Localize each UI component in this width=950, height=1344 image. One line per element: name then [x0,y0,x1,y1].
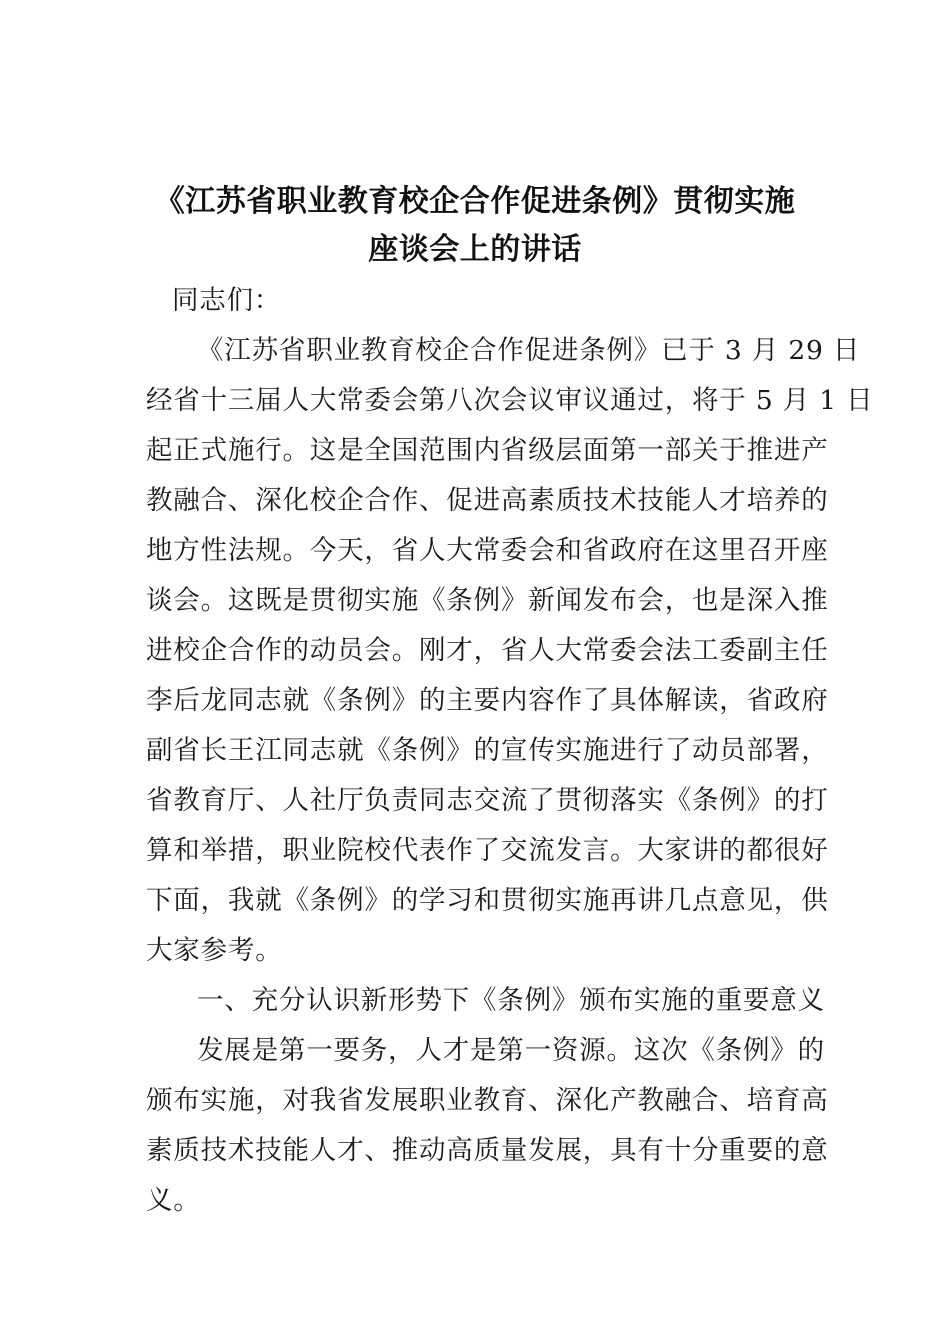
paragraph-line: 进校企合作的动员会。刚才，省人大常委会法工委副主任 [146,635,829,666]
paragraph-line: 李后龙同志就《条例》的主要内容作了具体解读，省政府 [146,685,829,716]
paragraph-line: 省教育厅、人社厅负责同志交流了贯彻落实《条例》的打 [146,785,829,816]
paragraph-line: 大家参考。 [146,935,283,966]
paragraph-line: 颁布实施，对我省发展职业教育、深化产教融合、培育高 [146,1085,829,1116]
paragraph-line: 副省长王江同志就《条例》的宣传实施进行了动员部署， [146,735,829,766]
paragraph-line: 起正式施行。这是全国范围内省级层面第一部关于推进产 [146,435,829,466]
paragraph-line: 发展是第一要务，人才是第一资源。这次《条例》的 [197,1035,825,1066]
paragraph-line: 算和举措，职业院校代表作了交流发言。大家讲的都很好 [146,835,829,866]
paragraph-line: 教融合、深化校企合作、促进高素质技术技能人才培养的 [146,485,829,516]
paragraph-line: 下面，我就《条例》的学习和贯彻实施再讲几点意见，供 [146,885,829,916]
document-title-line-2: 座谈会上的讲话 [368,232,582,267]
paragraph-line: 谈会。这既是贯彻实施《条例》新闻发布会，也是深入推 [146,585,829,616]
section-heading: 一、充分认识新形势下《条例》颁布实施的重要意义 [197,985,825,1016]
paragraph-line: 义。 [146,1185,201,1216]
paragraph-line: 经省十三届人大常委会第八次会议审议通过，将于 5 月 1 日 [146,385,874,416]
document-title-line-1: 《江苏省职业教育校企合作促进条例》贯彻实施 [154,184,796,219]
paragraph-line: 《江苏省职业教育校企合作促进条例》已于 3 月 29 日 [197,335,861,366]
paragraph-line: 素质技术技能人才、推动高质量发展，具有十分重要的意 [146,1135,829,1166]
paragraph-line: 地方性法规。今天，省人大常委会和省政府在这里召开座 [146,535,829,566]
greeting: 同志们： [172,285,282,316]
